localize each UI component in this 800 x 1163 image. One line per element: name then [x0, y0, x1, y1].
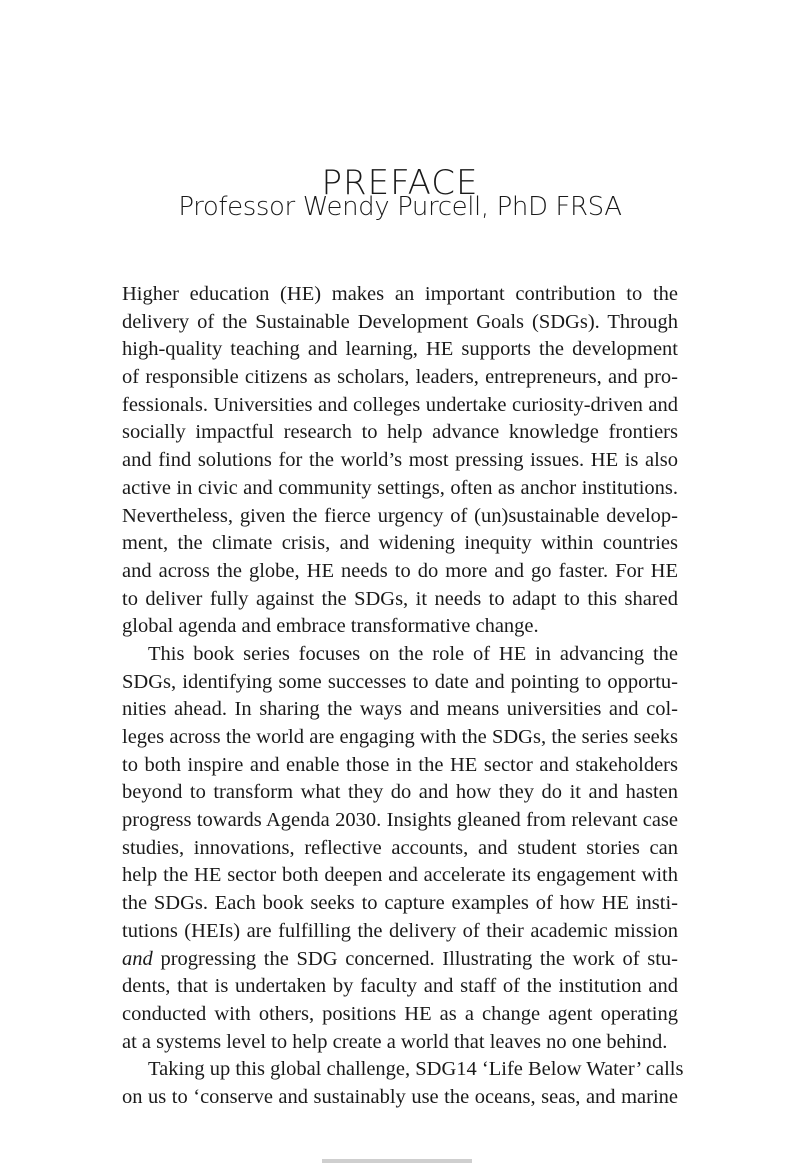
- paragraph-1: [122, 281, 678, 641]
- text-line: nities ahead. In sharing the ways and means universities and col-: [122, 698, 678, 721]
- text-line: studies, innovations, reflective accounts, and student stories can: [122, 836, 678, 859]
- text-line: beyond to transform what they do and how they do it and hasten: [122, 781, 678, 804]
- text-line: Taking up this global challenge, SDG14 ‘Life Below Water’ calls: [148, 1058, 684, 1081]
- preface-body: [122, 281, 684, 1112]
- text-line: the SDGs. Each book seeks to capture examples of how HE insti-: [122, 892, 678, 915]
- italic-word: and: [122, 947, 153, 970]
- text-line: active in civic and community settings, often as anchor institutions.: [122, 476, 678, 499]
- text-line: to deliver fully against the SDGs, it needs to adapt to this shared: [122, 587, 678, 610]
- text-line: at a systems level to help create a world that leaves no one behind.: [122, 1030, 668, 1053]
- text-line: ment, the climate crisis, and widening inequity within countries: [122, 532, 678, 555]
- paragraph-3: [122, 1056, 684, 1111]
- text-line: on us to ‘conserve and sustainably use the oceans, seas, and marine: [122, 1085, 678, 1108]
- text-line: and across the globe, HE needs to do more and go faster. For HE: [122, 559, 678, 582]
- text-line-with-italic: [122, 946, 678, 974]
- text-line: socially impactful research to help advance knowledge frontiers: [122, 421, 678, 444]
- author-byline: Professor Wendy Purcell, PhD FRSA: [178, 192, 622, 222]
- text-line: tutions (HEIs) are fulfilling the delivery of their academic mission: [122, 919, 678, 942]
- text-line: global agenda and embrace transformative change.: [122, 615, 539, 638]
- text-line: dents, that is undertaken by faculty and staff of the institution and: [122, 975, 678, 998]
- text-line: Nevertheless, given the fierce urgency of (un)sustainable develop-: [122, 504, 678, 527]
- text-line: leges across the world are engaging with the SDGs, the series seeks: [122, 726, 678, 748]
- text-line: fessionals. Universities and colleges undertake curiosity-driven and: [122, 393, 678, 416]
- paragraph-2: [122, 641, 678, 1056]
- text-line: delivery of the Sustainable Development Goals (SDGs). Through: [122, 310, 678, 333]
- text-line: and find solutions for the world’s most pressing issues. HE is also: [122, 449, 678, 472]
- text-line: high-quality teaching and learning, HE supports the development: [122, 338, 678, 361]
- page-title: PREFACE: [321, 162, 479, 203]
- text-line: help the HE sector both deepen and accelerate its engagement with: [122, 864, 678, 887]
- text-line: of responsible citizens as scholars, leaders, entrepreneurs, and pro-: [122, 366, 678, 389]
- text-line: SDGs, identifying some successes to date and pointing to opportu-: [122, 670, 678, 693]
- text-line: This book series focuses on the role of HE in advancing the: [148, 642, 678, 665]
- text-line-rest: progressing the SDG concerned. Illustrating the work of stu-: [160, 947, 679, 970]
- text-line: conducted with others, positions HE as a change agent operating: [122, 1002, 678, 1025]
- page-bottom-edge-mark: [322, 1159, 472, 1163]
- text-line: to both inspire and enable those in the HE sector and stakeholders: [122, 753, 678, 776]
- text-line: Higher education (HE) makes an important contribution to the: [122, 283, 678, 305]
- text-line: progress towards Agenda 2030. Insights gleaned from relevant case: [122, 809, 678, 832]
